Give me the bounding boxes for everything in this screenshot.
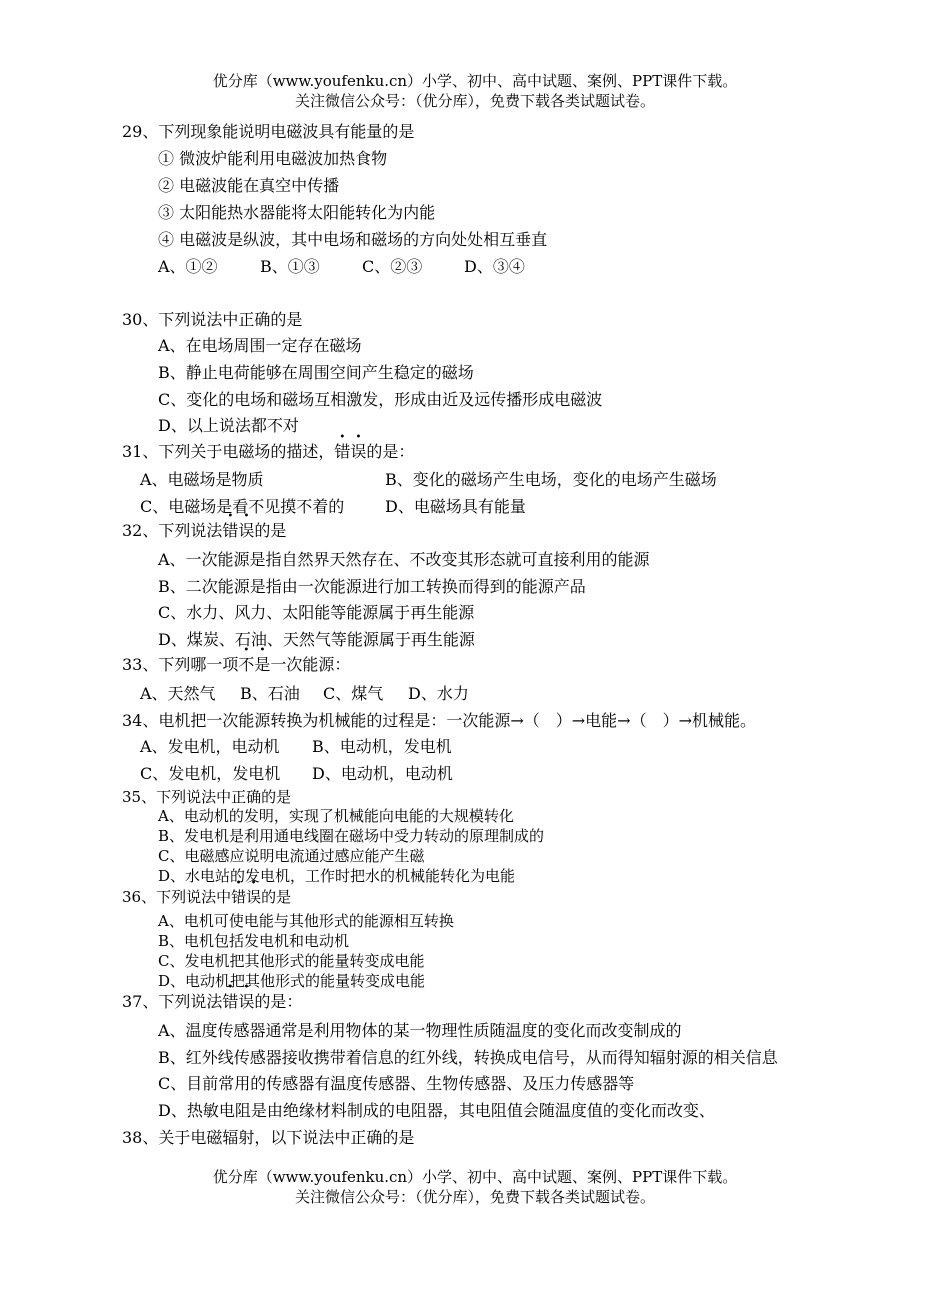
question-30-option: D、以上说法都不对: [158, 416, 299, 435]
question-37-option: A、温度传感器通常是利用物体的某一物理性质随温度的变化而改变制成的: [158, 1021, 682, 1040]
header-line-2: 关注微信公众号：（优分库），免费下载各类试题试卷。: [294, 92, 655, 110]
question-32-option: A、一次能源是指自然界天然存在、不改变其形态就可直接利用的能源: [158, 550, 650, 569]
emphasis-char: 错: [334, 442, 351, 461]
question-29-stem: 29、下列现象能说明电磁波具有能量的是: [122, 122, 415, 141]
question-30-option: A、在电场周围一定存在磁场: [158, 336, 362, 355]
emphasis-char: 误: [238, 992, 255, 1011]
emphasis-char: 错: [231, 888, 247, 906]
question-32-option: B、二次能源是指由一次能源进行加工转换而得到的能源产品: [158, 577, 586, 596]
emphasis-char: 误: [350, 442, 367, 461]
question-37-option: B、红外线传感器接收携带着信息的红外线，转换成电信号，从而得知辐射源的相关信息: [158, 1048, 778, 1067]
question-31-option-a: A、电磁场是物质: [140, 470, 264, 489]
question-29-choice-a: A、①②: [158, 257, 218, 276]
question-34-choice-c: C、发电机，发电机: [140, 764, 281, 783]
question-36-option: B、电机包括发电机和电动机: [158, 932, 350, 950]
question-35-option: C、电磁感应说明电流通过感应能产生磁: [158, 847, 425, 865]
question-29-item: ② 电磁波能在真空中传播: [158, 176, 340, 195]
question-32-option: C、水力、风力、太阳能等能源属于再生能源: [158, 603, 475, 622]
question-34-choice-b: B、电动机，发电机: [312, 737, 452, 756]
emphasis-char: 错: [222, 992, 239, 1011]
question-31-stem: 31、下列关于电磁场的描述，错误的是：: [122, 442, 415, 461]
question-37-option: D、热敏电阻是由绝缘材料制成的电阻器，其电阻值会随温度值的变化而改变、: [158, 1101, 715, 1120]
question-33-choice-b: B、石油: [240, 684, 300, 703]
question-31-option-d: D、电磁场具有能量: [385, 497, 526, 516]
question-31-option-b: B、变化的磁场产生电场，变化的电场产生磁场: [385, 470, 717, 489]
emphasis-char: 误: [246, 888, 262, 906]
question-35-option: A、电动机的发明，实现了机械能向电能的大规模转化: [158, 807, 514, 825]
question-35-stem: 35、下列说法中正确的是: [122, 788, 292, 806]
question-29-item: ③ 太阳能热水器能将太阳能转化为内能: [158, 203, 436, 222]
emphasis-char: 不: [238, 655, 255, 674]
question-37-stem: 37、下列说法错误的是：: [122, 992, 303, 1011]
question-33-choice-c: C、煤气: [323, 684, 384, 703]
question-29-item: ④ 电磁波是纵波，其中电场和磁场的方向处处相互垂直: [158, 230, 548, 249]
emphasis-char: 是: [254, 655, 271, 674]
question-38-stem: 38、关于电磁辐射，以下说法中正确的是: [122, 1128, 415, 1147]
question-31-option-c: C、电磁场是看不见摸不着的: [140, 497, 345, 516]
question-34-stem: 34、电机把一次能源转换为机械能的过程是：一次能源→（ ）→电能→（ ）→机械能。: [122, 711, 756, 730]
question-33-choice-a: A、天然气: [140, 684, 216, 703]
question-36-option: D、电动机把其他形式的能量转变成电能: [158, 972, 426, 990]
question-37-option: C、目前常用的传感器有温度传感器、生物传感器、及压力传感器等: [158, 1074, 635, 1093]
question-35-option: B、发电机是利用通电线圈在磁场中受力转动的原理制成的: [158, 827, 545, 845]
question-35-option: D、水电站的发电机，工作时把水的机械能转化为电能: [158, 867, 516, 885]
question-34-choice-d: D、电动机，电动机: [312, 764, 453, 783]
question-33-choice-d: D、水力: [408, 684, 469, 703]
question-33-stem: 33、下列哪一项不是一次能源：: [122, 655, 351, 674]
question-36-stem: 36、下列说法中错误的是: [122, 888, 292, 906]
question-30-stem: 30、下列说法中正确的是: [122, 310, 303, 329]
emphasis-char: 误: [238, 521, 255, 540]
question-30-option: C、变化的电场和磁场互相激发，形成由近及远传播形成电磁波: [158, 390, 603, 409]
question-29-choice-c: C、②③: [362, 257, 423, 276]
footer-line-1: 优分库（www.youfenku.cn）小学、初中、高中试题、案例、PPT课件下载。: [212, 1168, 738, 1186]
question-34-choice-a: A、发电机，电动机: [140, 737, 280, 756]
question-29-choice-b: B、①③: [260, 257, 320, 276]
question-36-option: A、电机可使电能与其他形式的能源相互转换: [158, 912, 454, 930]
header-line-1: 优分库（www.youfenku.cn）小学、初中、高中试题、案例、PPT课件下载。: [212, 72, 738, 90]
footer-line-2: 关注微信公众号：（优分库），免费下载各类试题试卷。: [294, 1188, 655, 1206]
question-29-item: ① 微波炉能利用电磁波加热食物: [158, 149, 388, 168]
emphasis-char: 错: [222, 521, 239, 540]
question-32-stem: 32、下列说法错误的是: [122, 521, 287, 540]
question-36-option: C、发电机把其他形式的能量转变成电能: [158, 952, 425, 970]
question-32-option: D、煤炭、石油、天然气等能源属于再生能源: [158, 630, 475, 649]
question-30-option: B、静止电荷能够在周围空间产生稳定的磁场: [158, 363, 474, 382]
question-29-choice-d: D、③④: [464, 257, 525, 276]
